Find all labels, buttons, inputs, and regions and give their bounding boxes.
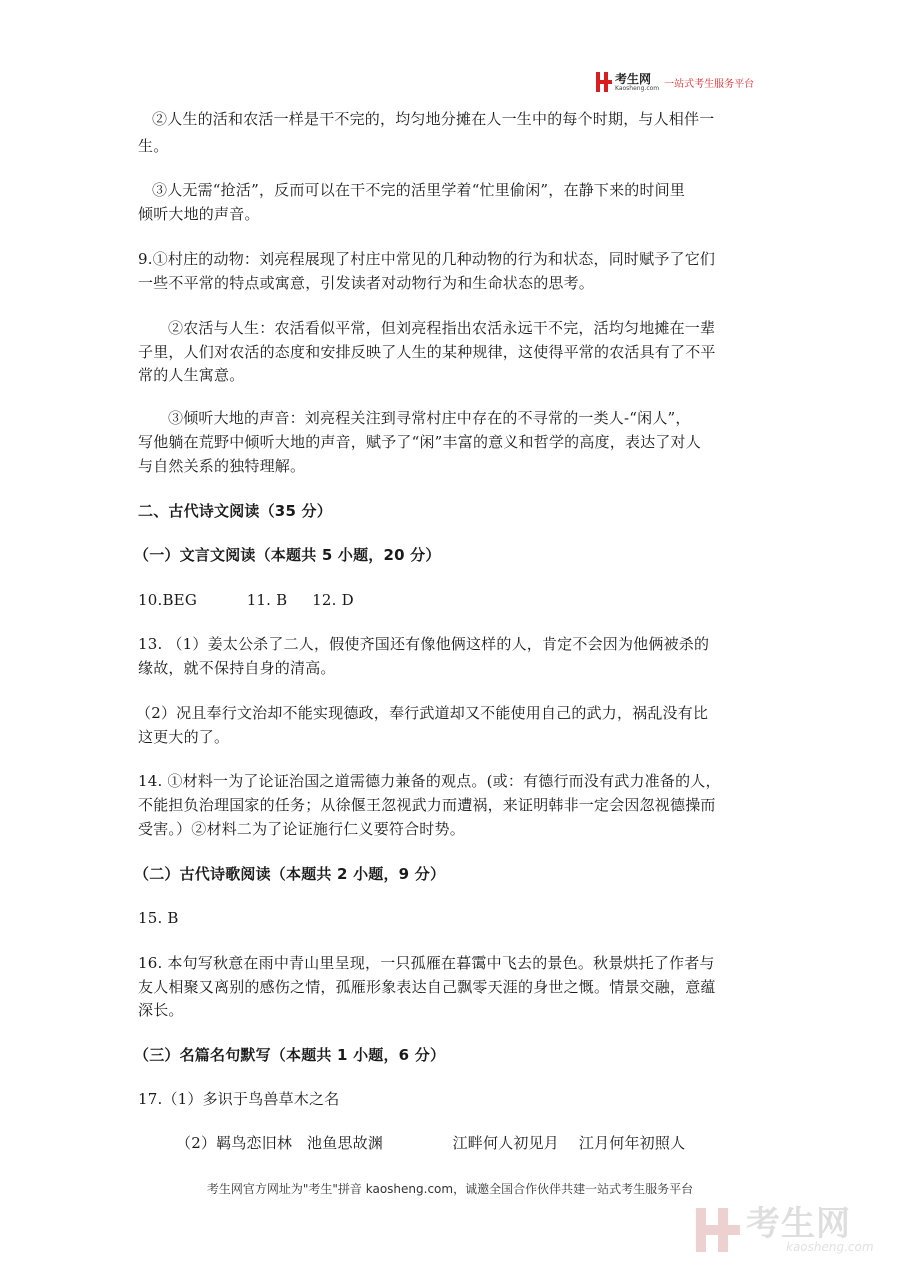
text-line: 9.①村庄的动物：刘亮程展现了村庄中常见的几种动物的行为和状态，同时赋予了它们	[138, 250, 716, 268]
text-line: 友人相聚又离别的感伤之情，孤雁形象表达自己飘零天涯的身世之慨。情景交融，意蕴	[138, 978, 716, 996]
text-line: （2）况且奉行文治却不能实现德政，奉行武道却又不能使用自己的武力，祸乱没有比	[136, 704, 709, 722]
kaosheng-logo-icon	[596, 72, 612, 92]
kaosheng-watermark-icon	[696, 1208, 740, 1252]
header-logo	[596, 72, 754, 92]
header-domain: Kaosheng.com	[615, 84, 660, 92]
text-line: 14. ①材料一为了论证治国之道需德力兼备的观点。(或：有德行而没有武力准备的人，	[138, 772, 721, 790]
subsection-heading: （一）文言文阅读（本题共 5 小题，20 分）	[134, 546, 441, 564]
header-brand: 考生网	[615, 71, 652, 86]
text-line: 不能担负治理国家的任务；从徐偃王忽视武力而遭祸，来证明韩非一定会因忽视德操而	[138, 796, 716, 814]
text-line: ②人生的活和农活一样是干不完的，均匀地分摊在人一生中的每个时期，与人相伴一	[152, 110, 715, 128]
text-line: 一些不平常的特点或寓意，引发读者对动物行为和生命状态的思考。	[138, 274, 595, 292]
text-line: ③倾听大地的声音：刘亮程关注到寻常村庄中存在的不寻常的一类人-“闲人”，	[168, 409, 691, 427]
text-line: 17.（1）多识于鸟兽草木之名	[138, 1090, 340, 1108]
subsection-heading: （三）名篇名句默写（本题共 1 小题，6 分）	[134, 1046, 446, 1064]
header-slogan: 一站式考生服务平台	[664, 78, 755, 90]
text-line: 深长。	[138, 1001, 184, 1019]
text-line: 缘故，就不保持自身的清高。	[138, 659, 336, 677]
text-line: 常的人生寓意。	[138, 366, 245, 384]
watermark-brand: 考生网	[746, 1204, 851, 1244]
footer-text: 考生网官方网址为"考生"拼音 kaosheng.com，诚邀全国合作伙伴共建一站式考生服务平台	[206, 1182, 694, 1196]
text-line: 受害。）②材料二为了论证施行仁义要符合时势。	[138, 820, 465, 838]
text-line: 子里，人们对农活的态度和安排反映了人生的某种规律，这使得平常的农活具有了不平	[138, 343, 716, 361]
text-line: 与自然关系的独特理解。	[138, 457, 306, 475]
section-heading: 二、古代诗文阅读（35 分）	[138, 502, 332, 520]
text-line: 写他躺在荒野中倾听大地的声音，赋予了“闲”丰富的意义和哲学的高度，表达了对人	[138, 433, 701, 451]
text-line: （2）羁鸟恋旧林 池鱼思故渊 江畔何人初见月 江月何年初照人	[176, 1134, 686, 1152]
text-line: ③人无需“抢活”，反而可以在干不完的活里学着“忙里偷闲”，在静下来的时间里	[152, 181, 686, 199]
watermark-logo	[696, 1204, 874, 1254]
text-line: 倾听大地的声音。	[138, 205, 260, 223]
text-line: 15. B	[138, 909, 179, 927]
text-line: 这更大的了。	[138, 728, 230, 746]
text-line: 生。	[138, 137, 169, 155]
text-line: ②农活与人生：农活看似平常，但刘亮程指出农活永远干不完，活均匀地摊在一辈	[168, 319, 716, 337]
text-line: 16. 本句写秋意在雨中青山里呈现，一只孤雁在暮霭中飞去的景色。秋景烘托了作者与	[138, 954, 715, 972]
subsection-heading: （二）古代诗歌阅读（本题共 2 小题，9 分）	[134, 865, 446, 883]
watermark-domain: kaosheng.com	[786, 1240, 874, 1254]
text-line: 10.BEG 11. B 12. D	[138, 591, 354, 609]
text-line: 13. （1）姜太公杀了二人，假使齐国还有像他俩这样的人，肯定不会因为他俩被杀的	[138, 635, 710, 653]
